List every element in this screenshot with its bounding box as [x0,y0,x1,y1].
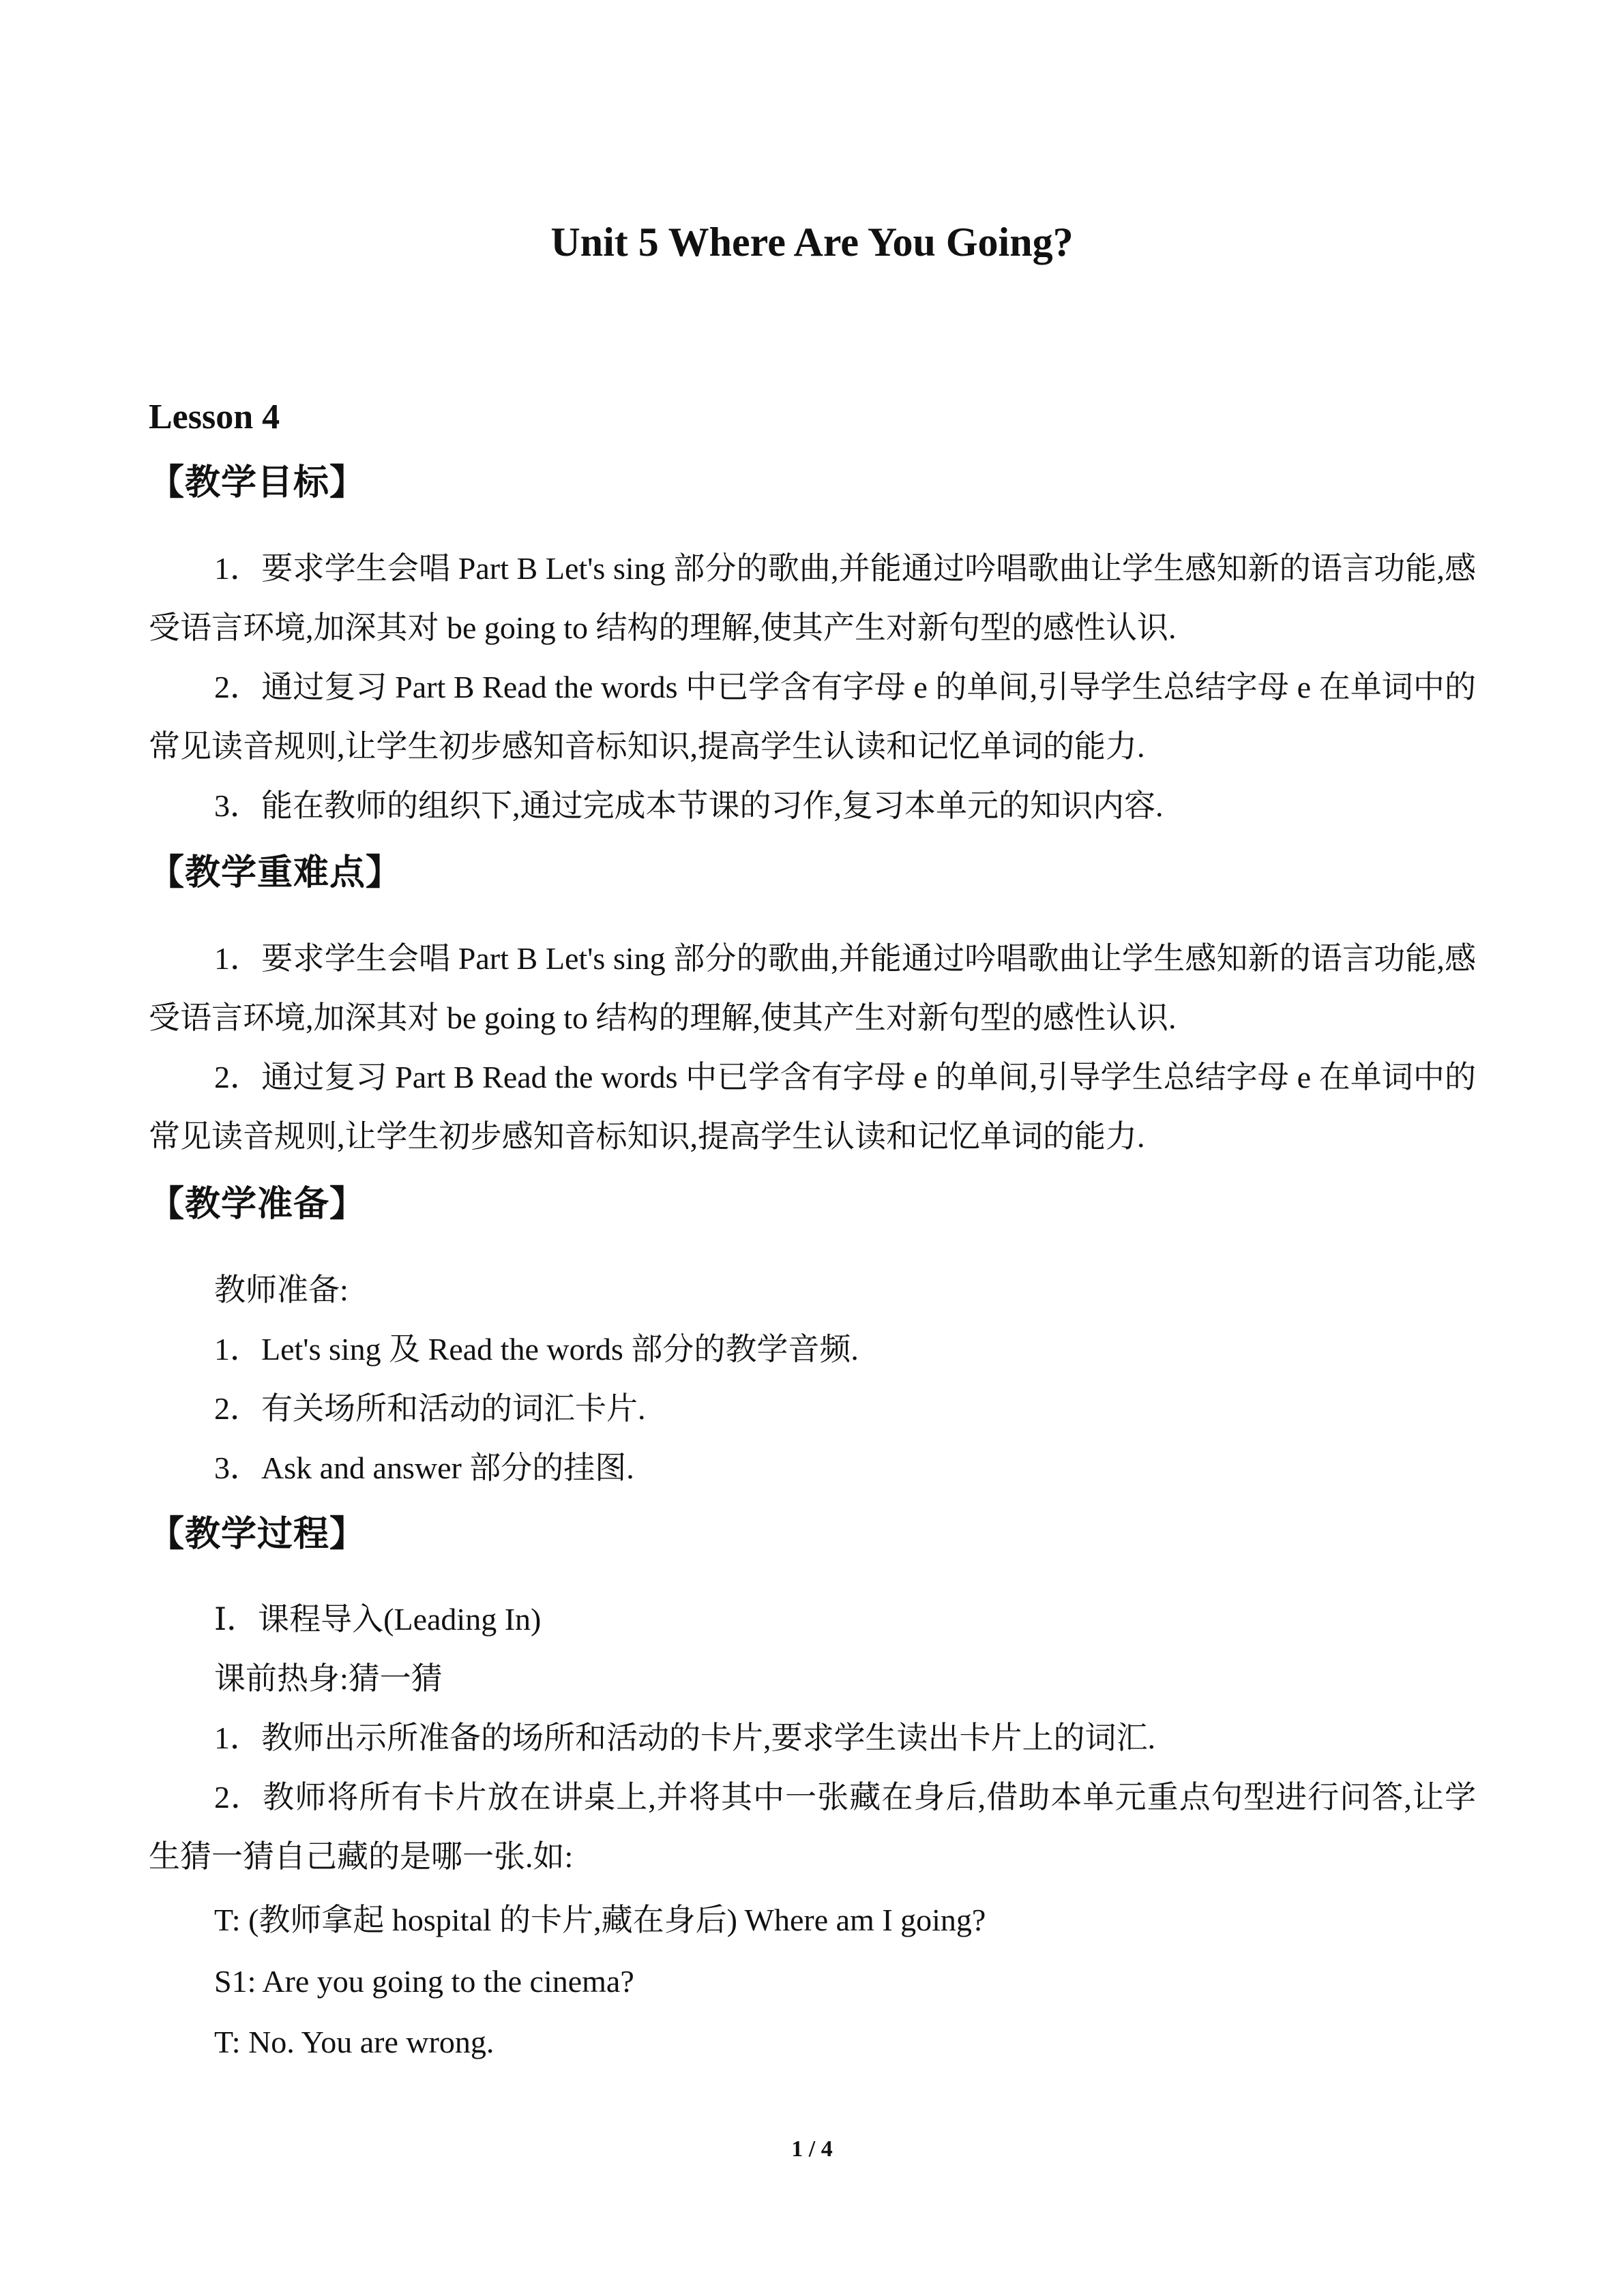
dialogue-line: S1: Are you going to the cinema? [214,1964,634,1999]
section-heading-preparation: 【教学准备】 [149,1184,366,1225]
document-title: Unit 5 Where Are You Going? [550,220,1074,265]
key-point-item: 1．要求学生会唱 Part B Let's sing 部分的歌曲,并能通过吟唱歌曲让学生感知新的语言功能,感受语言环境,加深其对 be going to 结构的理解,使其产生对新句型的感性认识. [149,941,1476,1035]
lesson-label: Lesson 4 [149,398,280,436]
preparation-intro: 教师准备: [214,1272,349,1307]
section-heading-process: 【教学过程】 [149,1514,366,1555]
objective-item: 2．通过复习 Part B Read the words 中已学含有字母 e 的单间,引导学生总结字母 e 在单词中的常见读音规则,让学生初步感知音标知识,提高学生认读和记忆单词的能力. [149,670,1476,764]
process-warmup: 课前热身:猜一猜 [214,1661,443,1696]
page-number: 1 / 4 [791,2136,833,2162]
process-item: 1．教师出示所准备的场所和活动的卡片,要求学生读出卡片上的词汇. [214,1720,1155,1755]
objective-item: 1．要求学生会唱 Part B Let's sing 部分的歌曲,并能通过吟唱歌曲让学生感知新的语言功能,感受语言环境,加深其对 be going to 结构的理解,使其产生对新句型的感性认识. [149,551,1476,645]
preparation-item: 1．Let's sing 及 Read the words 部分的教学音频. [214,1332,859,1367]
dialogue-line: T: (教师拿起 hospital 的卡片,藏在身后) Where am I going? [214,1903,986,1937]
dialogue-line: T: No. You are wrong. [214,2025,494,2059]
process-item: 2．教师将所有卡片放在讲桌上,并将其中一张藏在身后,借助本单元重点句型进行问答,让学生猜一猜自己藏的是哪一张.如: [149,1780,1476,1874]
preparation-item: 3．Ask and answer 部分的挂图. [214,1450,634,1485]
objective-item: 3．能在教师的组织下,通过完成本节课的习作,复习本单元的知识内容. [214,788,1164,823]
section-heading-objectives: 【教学目标】 [149,462,366,503]
key-point-item: 2．通过复习 Part B Read the words 中已学含有字母 e 的单间,引导学生总结字母 e 在单词中的常见读音规则,让学生初步感知音标知识,提高学生认读和记忆单词的能力. [149,1060,1476,1154]
process-step-title: Ⅰ．课程导入(Leading In) [214,1602,542,1637]
preparation-item: 2．有关场所和活动的词汇卡片. [214,1391,646,1426]
section-heading-key-points: 【教学重难点】 [149,852,402,893]
